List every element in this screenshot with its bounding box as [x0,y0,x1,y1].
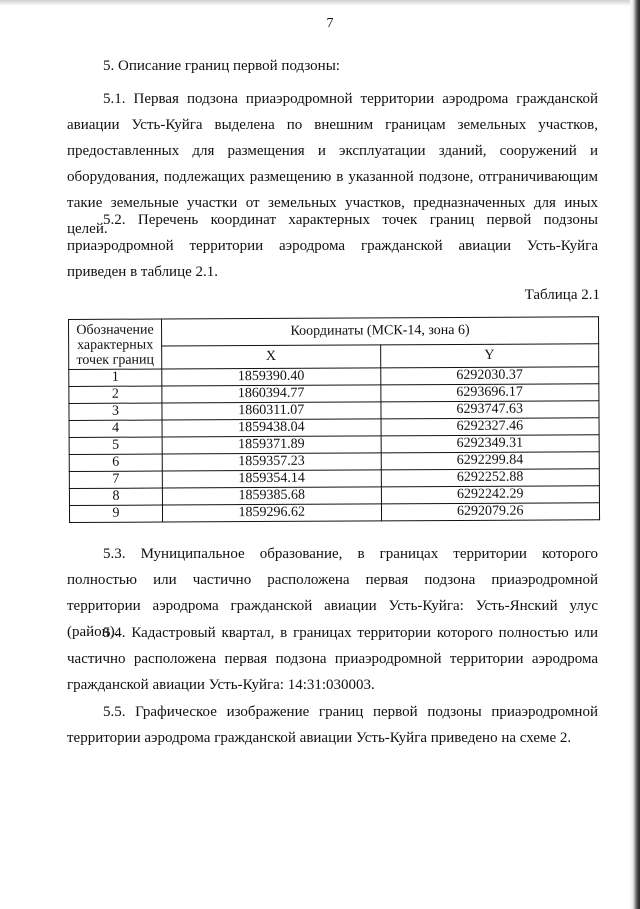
point-number-cell: 3 [69,403,162,420]
x-coordinate-cell: 1859357.23 [162,453,381,471]
point-number-cell: 9 [69,505,162,522]
paragraph-5-2: 5.2. Перечень координат характерных точек границ первой подзоны приаэродромной территории аэродрома гражданской авиации Усть-Куйга приведен в таблице 2.1. [67,212,598,280]
paragraph-5-5: 5.5. Графическое изображение границ первой подзоны приаэродромной территории аэродрома гражданской авиации Усть-Куйга приведено на схеме 2. [67,704,598,746]
y-coordinate-cell: 6292349.31 [381,435,600,453]
point-number-cell: 1 [69,369,162,386]
x-coordinate-cell: 1860394.77 [162,385,381,403]
page-number: 7 [326,16,334,31]
scan-top-edge [0,0,640,6]
header-y: Y [380,344,599,368]
scan-right-edge [630,0,640,909]
y-coordinate-cell: 6292252.88 [381,469,600,487]
y-coordinate-cell: 6292030.37 [380,367,599,385]
point-number-cell: 7 [69,471,162,488]
y-coordinate-cell: 6292327.46 [381,418,600,436]
header-designation: Обозначение характерных точек границ [69,319,162,369]
section-heading: 5. Описание границ первой подзоны: [103,58,340,74]
y-coordinate-cell: 6292242.29 [381,486,600,504]
coordinates-table-body [69,367,600,523]
paragraph-5-1: 5.1. Первая подзона приаэродромной территории аэродрома гражданской авиации Усть-Куйга выделена по внешним границам земельных участков, предоставленных для размещения и эксплуатации зданий, сооружений и оборудования, подлежащих размещению в указанной подзоне, отграничивающим такие земельные участки от земельных участков, предназначенных для иных целей. [67,91,598,237]
x-coordinate-cell: 1859296.62 [162,504,381,522]
point-number-cell: 8 [69,488,162,505]
table-row [69,469,599,489]
table-row [69,367,599,387]
table-row [69,401,599,421]
table-row [69,418,599,438]
point-number-cell: 6 [69,454,162,471]
header-x: X [162,345,381,369]
y-coordinate-cell: 6292299.84 [381,452,600,470]
table-row [69,452,599,472]
y-coordinate-cell: 6293747.63 [380,401,599,419]
x-coordinate-cell: 1859438.04 [162,419,381,437]
paragraph-5-4: 5.4. Кадастровый квартал, в границах территории которого полностью или частично расположена первая подзона приаэродромной территории аэродрома гражданской авиации Усть-Куйга: 14:31:030003. [67,625,598,693]
y-coordinate-cell: 6293696.17 [380,384,599,402]
table-row [69,503,599,523]
x-coordinate-cell: 1859385.68 [162,487,381,505]
point-number-cell: 5 [69,437,162,454]
x-coordinate-cell: 1860311.07 [162,402,381,420]
point-number-cell: 4 [69,420,162,437]
table-row [69,486,599,506]
table-caption: Таблица 2.1 [524,287,600,303]
x-coordinate-cell: 1859371.89 [162,436,381,454]
coordinates-table [68,316,600,523]
y-coordinate-cell: 6292079.26 [381,503,600,521]
point-number-cell: 2 [69,386,162,403]
table-row [69,384,599,404]
paragraph-5-3: 5.3. Муниципальное образование, в границах территории которого полностью или частично расположена первая подзона приаэродромной территории аэродрома гражданской авиации Усть-Куйга: Усть-Янский улус (район). [67,546,598,640]
x-coordinate-cell: 1859390.40 [162,368,381,386]
x-coordinate-cell: 1859354.14 [162,470,381,488]
table-row [69,435,599,455]
header-coordinates: Координаты (МСК-14, зона 6) [162,317,599,346]
